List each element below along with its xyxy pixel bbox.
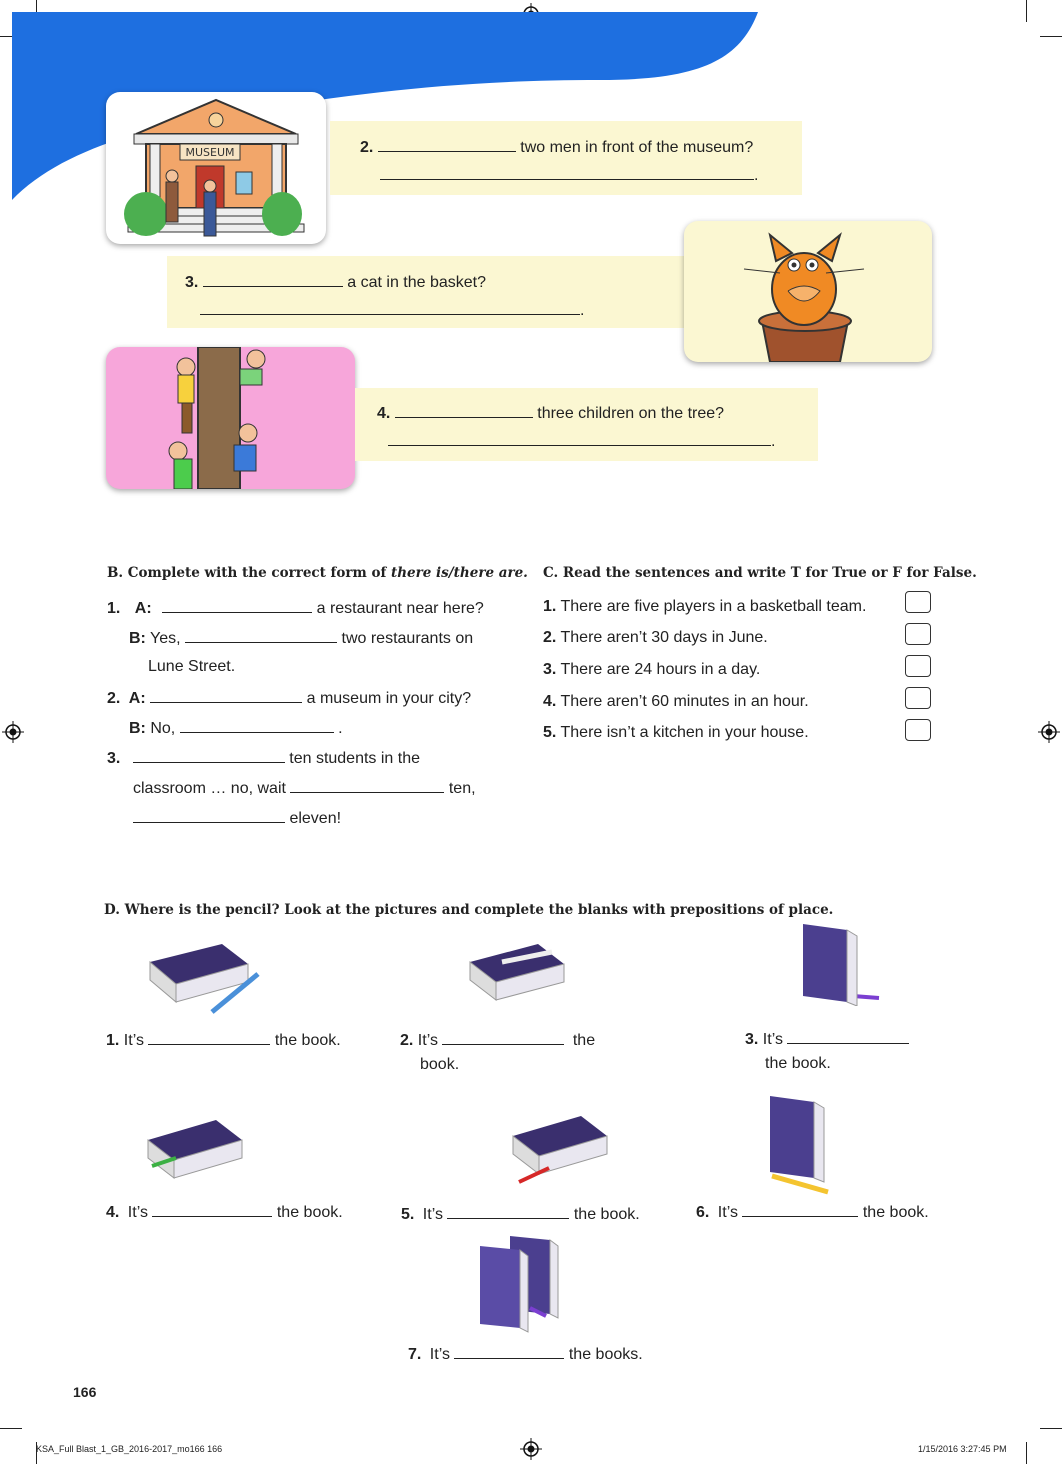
- answer-blank[interactable]: [742, 1202, 858, 1217]
- answer-line-a2: [380, 165, 758, 185]
- speaker-label: B:: [129, 720, 146, 737]
- statement-text: There aren’t 60 minutes in an hour.: [560, 693, 809, 710]
- answer-blank[interactable]: [442, 1030, 564, 1045]
- question-text: the books.: [568, 1346, 643, 1363]
- question-text: classroom … no, wait: [133, 780, 286, 797]
- registration-mark-icon: [1038, 721, 1060, 743]
- b-q2-b: [129, 718, 343, 738]
- answer-blank[interactable]: [380, 165, 754, 180]
- answer-text: Lune Street.: [148, 658, 236, 675]
- question-number: 3.: [543, 661, 557, 678]
- children-on-tree-picture: [106, 347, 355, 489]
- speaker-label: B:: [129, 630, 146, 647]
- cat-in-basket-picture: [684, 221, 932, 362]
- c-item-5: [543, 724, 809, 742]
- d-item-5: [401, 1204, 640, 1224]
- true-false-box-1[interactable]: [905, 591, 931, 613]
- question-number: 1.: [106, 1032, 120, 1049]
- question-number: 2.: [360, 139, 374, 156]
- books-pencil-between-picture: [470, 1232, 570, 1336]
- its-text: It’s: [127, 1204, 148, 1221]
- answer-blank[interactable]: [162, 598, 312, 613]
- question-text: three children on the tree?: [537, 405, 725, 422]
- question-number: 3.: [107, 750, 121, 767]
- book-pencil-in-picture: [140, 1114, 250, 1190]
- its-text: It’s: [717, 1204, 738, 1221]
- d-item-4: [106, 1202, 343, 1222]
- c-item-2: [543, 629, 768, 647]
- b-q1-a: [107, 598, 484, 618]
- statement-text: There aren’t 30 days in June.: [560, 629, 768, 646]
- question-text: the: [572, 1032, 596, 1049]
- question-number: 6.: [696, 1204, 710, 1221]
- heading-text: B. Complete with the correct form of: [107, 565, 391, 581]
- question-a2: [360, 137, 753, 157]
- answer-blank[interactable]: [787, 1029, 909, 1044]
- crop-mark: [0, 1428, 22, 1429]
- question-number: 4.: [106, 1204, 120, 1221]
- d-item-6: [696, 1202, 929, 1222]
- answer-blank[interactable]: [185, 628, 337, 643]
- answer-blank[interactable]: [180, 718, 334, 733]
- true-false-box-2[interactable]: [905, 623, 931, 645]
- c-item-4: [543, 693, 809, 711]
- its-text: It’s: [422, 1206, 443, 1223]
- answer-blank[interactable]: [152, 1202, 272, 1217]
- footer-timestamp: 1/15/2016 3:27:45 PM: [918, 1444, 1007, 1454]
- d-item-3: [745, 1029, 909, 1049]
- question-number: 4.: [543, 693, 557, 710]
- answer-blank[interactable]: [395, 403, 533, 418]
- crop-mark: [1026, 1442, 1027, 1464]
- section-c-heading: C. Read the sentences and write T for True or F for False.: [543, 565, 977, 581]
- b-q3-line2: [133, 778, 476, 798]
- line-end: .: [771, 433, 776, 450]
- its-text: It’s: [417, 1032, 438, 1049]
- question-text: the book.: [573, 1206, 640, 1223]
- book-pencil-on-picture: [462, 940, 572, 1015]
- speaker-label: A:: [128, 690, 146, 707]
- d-item-2-cont: book.: [420, 1056, 460, 1073]
- book-pencil-under-picture: [505, 1110, 615, 1186]
- question-number: 3.: [745, 1031, 759, 1048]
- d-item-7: [408, 1344, 643, 1364]
- answer-prefix: Yes,: [150, 630, 181, 647]
- answer-blank[interactable]: [148, 1030, 270, 1045]
- question-text: the book.: [862, 1204, 929, 1221]
- question-number: 4.: [377, 405, 391, 422]
- book-pencil-next-to-picture: [140, 940, 270, 1020]
- statement-text: There are five players in a basketball team.: [560, 598, 867, 615]
- section-b-heading: [107, 565, 528, 581]
- b-q3-line3: [133, 808, 341, 828]
- question-number: 3.: [185, 274, 199, 291]
- true-false-box-4[interactable]: [905, 687, 931, 709]
- answer-blank[interactable]: [388, 431, 771, 446]
- museum-picture: [106, 92, 326, 244]
- its-text: It’s: [429, 1346, 450, 1363]
- question-text: a cat in the basket?: [347, 274, 487, 291]
- question-text: ten,: [448, 780, 476, 797]
- question-a4: [377, 403, 724, 423]
- its-text: It’s: [123, 1032, 144, 1049]
- question-number: 1.: [107, 600, 121, 617]
- question-number: 5.: [401, 1206, 415, 1223]
- true-false-box-5[interactable]: [905, 719, 931, 741]
- c-item-1: [543, 598, 866, 616]
- question-text: a restaurant near here?: [316, 600, 484, 617]
- d-item-2: [400, 1030, 595, 1050]
- footer-file-info: KSA_Full Blast_1_GB_2016-2017_mo166 166: [36, 1444, 223, 1454]
- book-pencil-in-front-of-picture: [762, 1092, 842, 1198]
- d-item-1: [106, 1030, 341, 1050]
- true-false-box-3[interactable]: [905, 655, 931, 677]
- question-number: 2.: [400, 1032, 414, 1049]
- c-item-3: [543, 661, 760, 679]
- line-end: .: [338, 720, 343, 737]
- line-end: .: [754, 167, 759, 184]
- question-text: ten students in the: [289, 750, 421, 767]
- answer-blank[interactable]: [133, 808, 285, 823]
- question-number: 2.: [543, 629, 557, 646]
- museum-sign: MUSEUM: [185, 146, 235, 159]
- question-number: 7.: [408, 1346, 422, 1363]
- registration-mark-icon: [2, 721, 24, 743]
- answer-blank[interactable]: [290, 778, 444, 793]
- answer-blank[interactable]: [133, 748, 285, 763]
- b-q1-b: [129, 628, 473, 648]
- question-a3: [185, 272, 486, 292]
- b-q3: [107, 748, 420, 768]
- crop-mark: [1040, 1428, 1062, 1429]
- b-q2-a: [107, 688, 471, 708]
- its-text: It’s: [762, 1031, 783, 1048]
- answer-blank[interactable]: [454, 1344, 564, 1359]
- question-text: a museum in your city?: [306, 690, 472, 707]
- answer-blank[interactable]: [203, 272, 343, 287]
- answer-blank[interactable]: [378, 137, 516, 152]
- book-pencil-behind-picture: [795, 922, 885, 1006]
- section-d-heading: D. Where is the pencil? Look at the pictures and complete the blanks with prepositions of place.: [104, 902, 834, 918]
- question-number: 2.: [107, 690, 121, 707]
- answer-line-a3: [200, 300, 584, 320]
- d-item-3-cont: the book.: [765, 1055, 831, 1072]
- question-text: two men in front of the museum?: [520, 139, 754, 156]
- line-end: .: [580, 302, 585, 319]
- question-number: 1.: [543, 598, 557, 615]
- answer-line-a4: [388, 431, 775, 451]
- speaker-label: A:: [134, 600, 152, 617]
- question-text: eleven!: [289, 810, 342, 827]
- heading-italic: there is/there are.: [390, 565, 528, 581]
- registration-mark-icon: [520, 1438, 542, 1460]
- statement-text: There are 24 hours in a day.: [560, 661, 761, 678]
- answer-blank[interactable]: [150, 688, 302, 703]
- answer-prefix: No,: [150, 720, 176, 737]
- question-text: the book.: [274, 1032, 341, 1049]
- answer-blank[interactable]: [447, 1204, 569, 1219]
- page-number: 166: [73, 1384, 97, 1400]
- b-q1-b-cont: [148, 658, 235, 676]
- question-text: the book.: [276, 1204, 343, 1221]
- question-number: 5.: [543, 724, 557, 741]
- answer-text: two restaurants on: [341, 630, 474, 647]
- answer-blank[interactable]: [200, 300, 580, 315]
- statement-text: There isn’t a kitchen in your house.: [560, 724, 809, 741]
